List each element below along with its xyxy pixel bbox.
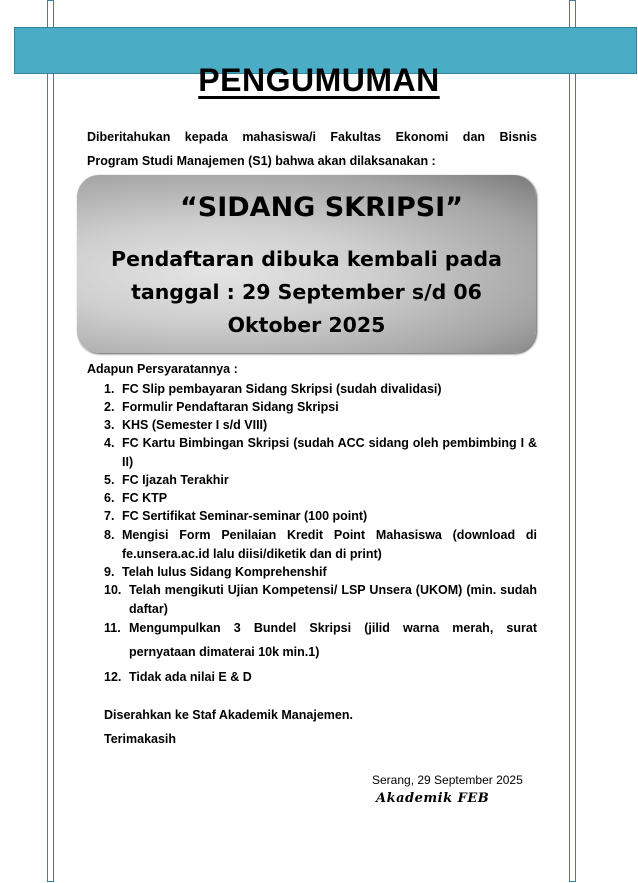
scroll-border-left — [47, 0, 54, 882]
item-text: FC Ijazah Terakhir — [122, 473, 229, 487]
item-text: Mengumpulkan 3 Bundel Skripsi (jilid warna merah, surat pernyataan dimaterai 10k min.1) — [129, 621, 537, 659]
item-text: Mengisi Form Penilaian Kredit Point Mahasiswa (download di fe.unsera.ac.id lalu diisi/diketik dan di print) — [122, 528, 537, 561]
item-number: 11. — [104, 621, 121, 635]
item-text: FC Sertifikat Seminar-seminar (100 point) — [122, 509, 368, 523]
handover-note: Diserahkan ke Staf Akademik Manajemen. — [104, 708, 353, 722]
item-number: 3. — [104, 418, 115, 432]
list-item — [104, 434, 537, 471]
item-text: KHS (Semester I s/d VIII) — [122, 418, 268, 432]
list-item — [104, 563, 537, 582]
item-number: 10. — [104, 583, 122, 597]
item-number: 9. — [104, 565, 115, 579]
list-item — [104, 526, 537, 563]
thanks-note: Terimakasih — [104, 732, 177, 746]
title-text: PENGUMUMAN — [198, 62, 440, 98]
item-text: FC KTP — [122, 491, 168, 505]
item-text: FC Slip pembayaran Sidang Skripsi (sudah divalidasi) — [122, 382, 442, 396]
item-text: FC Kartu Bimbingan Skripsi (sudah ACC sidang oleh pembimbing I & II) — [122, 436, 537, 469]
item-text: Telah lulus Sidang Komprehenshif — [122, 565, 327, 579]
list-item — [104, 398, 537, 417]
item-number: 8. — [104, 528, 115, 542]
item-text: Formulir Pendaftaran Sidang Skripsi — [122, 400, 339, 414]
place-date: Serang, 29 September 2025 — [372, 773, 523, 787]
list-item — [104, 416, 537, 435]
highlight-heading: “SIDANG SKRIPSI” — [180, 192, 463, 223]
signature: Akademik FEB — [376, 791, 490, 806]
highlight-line-1: Pendaftaran dibuka kembali pada — [111, 247, 502, 271]
highlight-line-2: tanggal : 29 September s/d 06 — [131, 280, 482, 304]
highlight-box — [77, 175, 536, 353]
item-number: 5. — [104, 473, 115, 487]
requirements-label: Adapun Persyaratannya : — [87, 362, 238, 376]
list-item — [104, 581, 537, 618]
intro-line-1: Diberitahukan kepada mahasiswa/i Fakultas Ekonomi dan Bisnis — [87, 130, 537, 144]
item-number: 6. — [104, 491, 115, 505]
item-number: 7. — [104, 509, 115, 523]
highlight-line-3: Oktober 2025 — [227, 313, 386, 337]
item-text: Tidak ada nilai E & D — [129, 670, 252, 684]
intro-paragraph — [87, 125, 537, 173]
intro-line-2: Program Studi Manajemen (S1) bahwa akan dilaksanakan : — [87, 154, 436, 168]
list-item — [104, 507, 537, 526]
list-item — [104, 668, 537, 687]
item-number: 2. — [104, 400, 115, 414]
item-number: 4. — [104, 436, 115, 450]
list-item — [104, 471, 537, 490]
highlight-subtext — [77, 243, 536, 342]
scroll-border-right — [569, 0, 576, 882]
list-item — [104, 380, 537, 399]
list-item — [104, 616, 537, 664]
item-number: 1. — [104, 382, 115, 396]
list-item — [104, 489, 537, 508]
item-number: 12. — [104, 670, 122, 684]
item-text: Telah mengikuti Ujian Kompetensi/ LSP Unsera (UKOM) (min. sudah daftar) — [129, 583, 537, 616]
page-title — [0, 62, 638, 99]
